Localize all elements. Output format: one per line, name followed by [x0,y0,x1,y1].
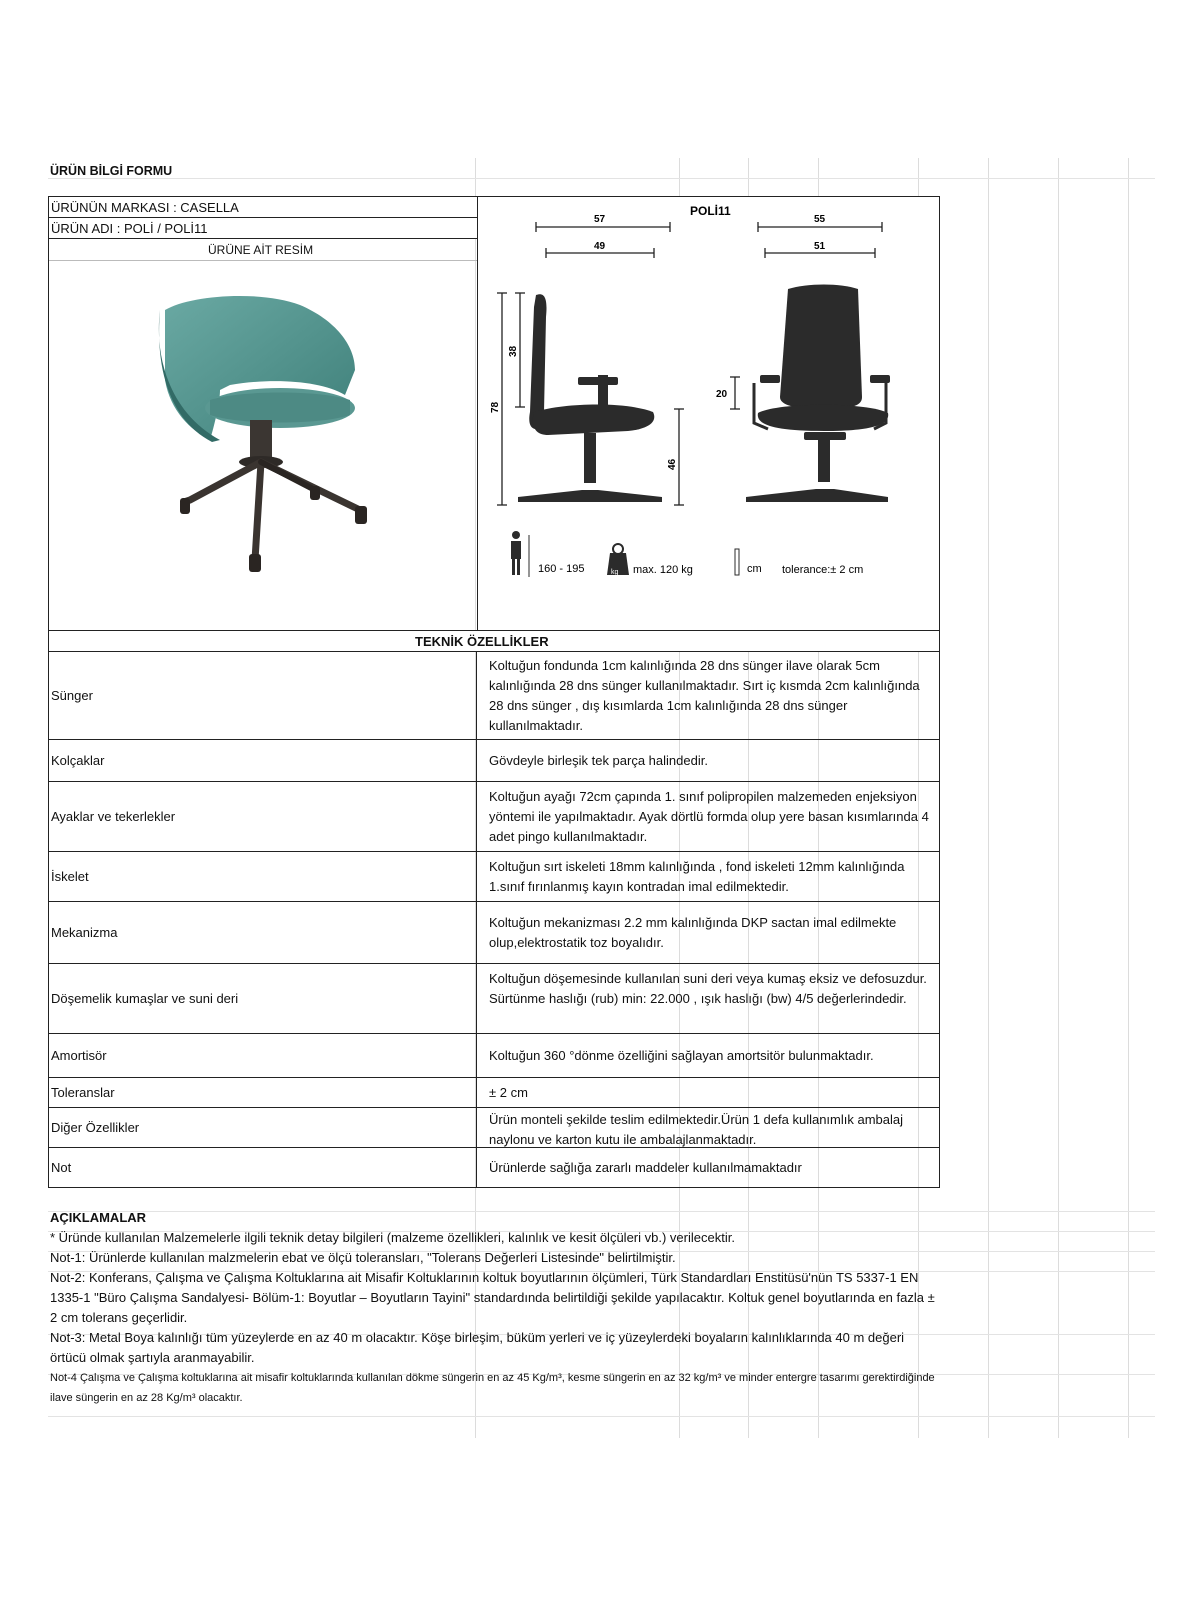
spec-row [48,740,940,782]
product-row [48,217,478,239]
model-code: POLİ11 [690,204,731,218]
product-label: ÜRÜN ADI : POLİ / POLİ11 [51,221,208,236]
dim-width-49: 49 [594,241,606,252]
dim-back-height: 38 [508,345,519,357]
dim-width-55: 55 [814,214,826,225]
spec-row [48,964,940,1034]
unit-label: cm [747,563,762,575]
spec-value: Ürün monteli şekilde teslim edilmektedir.Ürün 1 defa kullanımlık ambalaj naylonu ve karton kutu ile ambalajlanmaktadır. [489,1112,904,1147]
image-caption: ÜRÜNE AİT RESİM [208,243,314,257]
spec-label: Kolçaklar [51,753,105,768]
note-0: * Üründe kullanılan Malzemelerle ilgili teknik detay bilgileri (malzeme özellikleri, kalınlık ve kesit ölçüleri vb.) verilecektir. [50,1230,735,1245]
spec-value: Gövdeyle birleşik tek parça halindedir. [489,753,708,768]
spec-label: Amortisör [51,1048,107,1063]
spec-row [48,782,940,852]
notes-section [50,1208,940,1408]
notes-title: AÇIKLAMALAR [50,1210,147,1225]
dim-width-51: 51 [814,241,826,252]
max-weight: max. 120 kg [633,564,693,576]
product-photo [150,290,380,590]
spec-value: Koltuğun mekanizması 2.2 mm kalınlığında DKP sactan imal edilmekte olup,elektrostatik toz boyalıdır. [489,915,897,950]
spec-value: Koltuğun ayağı 72cm çapında 1. sınıf polipropilen malzemeden enjeksiyon yöntemi ile yapılmaktadır. Ayak dörtlü formda olup yere basan kısımlarında 4 adet pingo kullanılmaktadır. [489,789,929,844]
specs-header-row [48,630,940,652]
spec-row [48,652,940,740]
spec-value: Koltuğun döşemesinde kullanılan suni deri veya kumaş eksiz ve defosuzdur. Sürtünme haslığı (rub) min: 22.000 , ışık haslığı (bw) 4/5 değerlerindedir. [489,971,927,1006]
note-2: Not-2: Konferans, Çalışma ve Çalışma Koltuklarına ait Misafir Koltuklarının koltuk boyutlarının ölçümleri, Türk Standardları Enstitüsü'nün TS 5337-1 EN 1335-1 "Büro Çalışma Sandalyesi- Bölüm-1: Boyutlar – Boyutların Tayini" standardında belirtildiği şekilde yapılacaktır. Koltuk genel boyutlarında en fazla ± 2 cm tolerans geçerlidir. [50,1270,935,1325]
spec-label: Ayaklar ve tekerlekler [51,809,176,824]
dim-total-height: 78 [490,401,501,413]
spec-value: Koltuğun fondunda 1cm kalınlığında 28 dns sünger ilave olarak 5cm kalınlığında 28 dns sünger kullanılmaktadır. Sırt iç kısmda 2cm kalınlığında 28 dns sünger , dış kısımlarda 1cm kalınlığında 28 dns sünger kullanılmaktadır. [489,658,920,733]
spec-row [48,1078,940,1108]
spec-row [48,902,940,964]
user-height-range: 160 - 195 [538,563,585,575]
spec-label: Toleranslar [51,1085,115,1100]
spec-value: Koltuğun sırt iskeleti 18mm kalınlığında , fond iskeleti 12mm kalınlığında 1.sınıf fırınlanmış kayın kontradan imal edilmektedir. [489,859,905,894]
spec-label: İskelet [51,869,89,884]
brand-label: ÜRÜNÜN MARKASI : CASELLA [51,200,239,215]
spec-row [48,1108,940,1148]
spec-label: Mekanizma [51,925,118,940]
specs-header: TEKNİK ÖZELLİKLER [415,634,549,649]
note-1: Not-1: Ürünlerde kullanılan malzmelerin ebat ve ölçü toleransları, "Tolerans Değerleri Listesinde" belirtilmiştir. [50,1250,676,1265]
weight-icon-label: kg [611,569,619,576]
spec-label: Not [51,1160,72,1175]
spec-label: Sünger [51,688,93,703]
spec-value: ± 2 cm [489,1085,528,1100]
brand-row [48,196,478,218]
spec-row [48,1034,940,1078]
spec-value: Koltuğun 360 °dönme özelliğini sağlayan amortsitör bulunmaktadır. [489,1048,874,1063]
tolerance-label: tolerance:± 2 cm [782,564,864,576]
dim-width-57: 57 [594,214,606,225]
form-title: ÜRÜN BİLGİ FORMU [50,164,173,178]
dim-seat-height: 46 [667,458,678,470]
spec-label: Diğer Özellikler [51,1120,140,1135]
spec-row [48,852,940,902]
spec-row [48,1148,940,1188]
spec-label: Döşemelik kumaşlar ve suni deri [51,991,239,1006]
note-4: Not-4 Çalışma ve Çalışma koltuklarına ait misafir koltuklarında kullanılan dökme süngerin en az 45 Kg/m³, kesme süngerin en az 32 kg/m³ ve minder entergre tasarımı gerektirdiğinde ilave süngerin en az 28 Kg/m³ olacaktır. [50,1372,935,1404]
note-3: Not-3: Metal Boya kalınlığı tüm yüzeylerde en az 40 m olacaktır. Köşe birleşim, büküm yerleri ve iç yüzeylerdeki boyaların kalınlıklarında 40 m değeri örtücü olmak şartıyla aranmayabilir. [50,1330,905,1365]
technical-drawing [478,197,938,629]
dim-arm-height: 20 [716,389,728,400]
spec-value: Ürünlerde sağlığa zararlı maddeler kullanılmamaktadır [489,1160,802,1175]
